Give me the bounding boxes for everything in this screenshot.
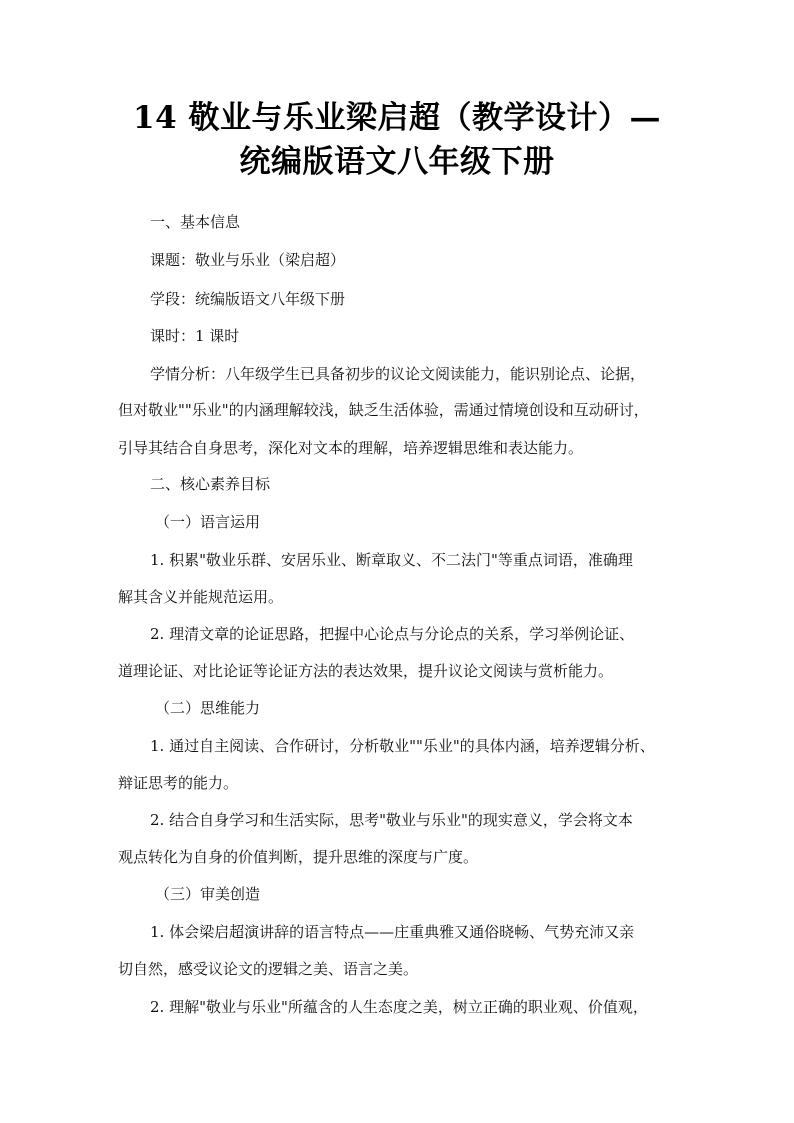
thinking-item-2-line-2: 观点转化为自身的价值判断，提升思维的深度与广度。	[118, 848, 479, 866]
aesthetic-item-1-line-1: 1. 体会梁启超演讲辞的语言特点——庄重典雅又通俗晓畅、气势充沛又亲	[150, 923, 635, 941]
document-title-line-1: 14 敬业与乐业梁启超（教学设计）—	[133, 100, 661, 136]
lesson-topic: 课题：敬业与乐业（梁启超）	[150, 251, 346, 269]
language-item-2-line-2: 道理论证、对比论证等论证方法的表达效果，提升议论文阅读与赏析能力。	[118, 662, 614, 680]
subheading-language: （一）语言运用	[155, 513, 261, 531]
aesthetic-item-2-line-1: 2. 理解"敬业与乐业"所蕴含的人生态度之美，树立正确的职业观、价值观，	[150, 998, 648, 1016]
language-item-1-line-2: 解其含义并能规范运用。	[118, 588, 284, 606]
analysis-line-3: 引导其结合自身思考，深化对文本的理解，培养逻辑思维和表达能力。	[118, 439, 584, 457]
language-item-2-line-1: 2. 理清文章的论证思路，把握中心论点与分论点的关系，学习举例论证、	[150, 625, 635, 643]
thinking-item-1-line-1: 1. 通过自主阅读、合作研讨，分析敬业""乐业"的具体内涵，培养逻辑分析、	[150, 737, 655, 755]
aesthetic-item-1-line-2: 切自然，感受议论文的逻辑之美、语言之美。	[118, 960, 419, 978]
document-title-line-2: 统编版语文八年级下册	[239, 144, 555, 180]
lesson-grade: 学段：统编版语文八年级下册	[150, 290, 346, 308]
subheading-thinking: （二）思维能力	[155, 699, 261, 717]
thinking-item-1-line-2: 辩证思考的能力。	[118, 774, 239, 792]
analysis-line-1: 学情分析：八年级学生已具备初步的议论文阅读能力，能识别论点、论据，	[150, 365, 646, 383]
section-heading-basic-info: 一、基本信息	[150, 213, 241, 231]
analysis-line-2: 但对敬业""乐业"的内涵理解较浅，缺乏生活体验，需通过情境创设和互动研讨，	[118, 401, 649, 419]
subheading-aesthetic: （三）审美创造	[155, 885, 261, 903]
section-heading-core-goals: 二、核心素养目标	[150, 475, 271, 493]
lesson-hours: 课时：1 课时	[150, 327, 240, 345]
language-item-1-line-1: 1. 积累"敬业乐群、安居乐业、断章取义、不二法门"等重点词语，准确理	[150, 551, 633, 569]
thinking-item-2-line-1: 2. 结合自身学习和生活实际，思考"敬业与乐业"的现实意义，学会将文本	[150, 811, 633, 829]
